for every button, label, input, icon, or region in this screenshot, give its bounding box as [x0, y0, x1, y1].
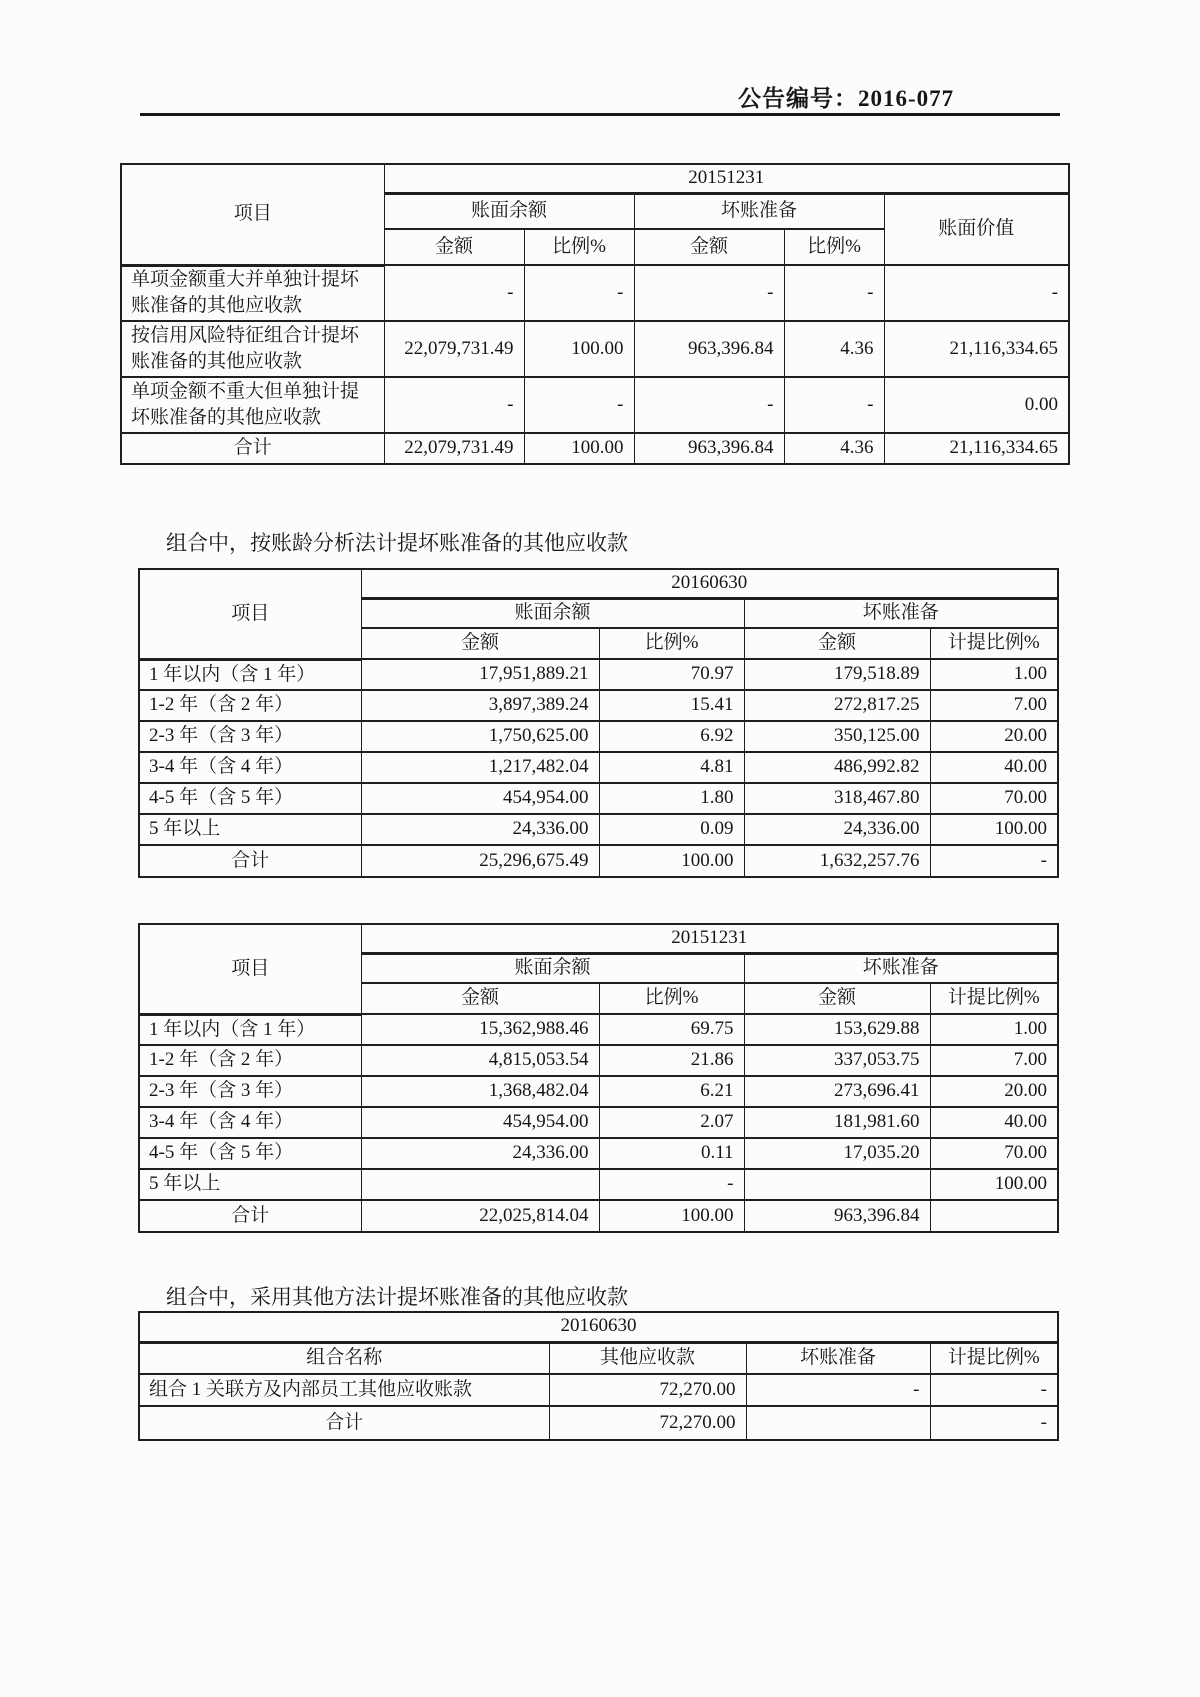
header-amount: 金额 [634, 229, 784, 265]
cell-item: 4-5 年（含 5 年） [139, 783, 361, 814]
cell-provision-ratio: 20.00 [930, 721, 1058, 752]
cell-ratio: 21.86 [599, 1045, 744, 1076]
header-ratio: 比例% [784, 229, 884, 265]
cell-ratio: 6.21 [599, 1076, 744, 1107]
cell-ratio: 100.00 [599, 1200, 744, 1232]
header-ratio: 比例% [524, 229, 634, 265]
cell-item: 5 年以上 [139, 814, 361, 845]
cell-amount: - [384, 265, 524, 321]
table-row [139, 752, 1058, 783]
cell-amount: 1,368,482.04 [361, 1076, 599, 1107]
cell-book-value: - [884, 265, 1069, 321]
cell-provision-ratio: 100.00 [930, 1169, 1058, 1200]
header-ratio: 比例% [599, 983, 744, 1014]
cell-amount [744, 1169, 930, 1200]
cell-ratio: 6.92 [599, 721, 744, 752]
cell-ratio: 4.36 [784, 433, 884, 464]
cell-provision-ratio: - [930, 845, 1058, 877]
cell-amount: 17,951,889.21 [361, 659, 599, 690]
header-item: 项目 [139, 569, 361, 659]
aging-method-heading: 组合中，按账龄分析法计提坏账准备的其他应收款 [166, 531, 628, 555]
cell-receivable: 72,270.00 [549, 1374, 746, 1406]
cell-amount: - [634, 377, 784, 433]
cell-amount: 963,396.84 [744, 1200, 930, 1232]
header-balance: 账面余额 [361, 953, 744, 983]
table-row [139, 1374, 1058, 1406]
header-date: 20151231 [361, 924, 1058, 953]
cell-ratio: 1.80 [599, 783, 744, 814]
cell-amount: 24,336.00 [744, 814, 930, 845]
cell-amount: 24,336.00 [361, 814, 599, 845]
header-date: 20160630 [139, 1312, 1058, 1342]
header-amount: 金额 [361, 983, 599, 1014]
cell-amount: 24,336.00 [361, 1138, 599, 1169]
cell-amount: 3,897,389.24 [361, 690, 599, 721]
table-row [139, 690, 1058, 721]
header-bad-debt: 坏账准备 [744, 953, 1058, 983]
cell-item: 5 年以上 [139, 1169, 361, 1200]
cell-amount: 318,467.80 [744, 783, 930, 814]
cell-provision-ratio: 40.00 [930, 1107, 1058, 1138]
cell-provision-ratio: 7.00 [930, 690, 1058, 721]
cell-ratio: - [599, 1169, 744, 1200]
header-book-value: 账面价值 [884, 193, 1069, 265]
table-row [139, 1076, 1058, 1107]
table-row [139, 1138, 1058, 1169]
cell-amount: 22,025,814.04 [361, 1200, 599, 1232]
table-row-total [139, 1200, 1058, 1232]
header-amount: 金额 [361, 628, 599, 659]
cell-provision-ratio: 7.00 [930, 1045, 1058, 1076]
cell-amount: 181,981.60 [744, 1107, 930, 1138]
header-item: 项目 [121, 164, 384, 265]
bad-debt-classification-table [120, 163, 1070, 465]
table-row [139, 569, 1058, 598]
cell-amount: 337,053.75 [744, 1045, 930, 1076]
cell-amount: 454,954.00 [361, 783, 599, 814]
cell-item: 合计 [139, 1200, 361, 1232]
table-row [139, 924, 1058, 953]
cell-amount: 22,079,731.49 [384, 433, 524, 464]
table-row [139, 1014, 1058, 1045]
header-bad-debt: 坏账准备 [634, 193, 884, 229]
cell-ratio: 100.00 [599, 845, 744, 877]
cell-bad-debt [746, 1406, 930, 1440]
cell-ratio: 4.36 [784, 321, 884, 377]
cell-item: 合计 [121, 433, 384, 464]
cell-amount: 25,296,675.49 [361, 845, 599, 877]
cell-ratio: 4.81 [599, 752, 744, 783]
cell-book-value: 21,116,334.65 [884, 433, 1069, 464]
cell-provision-ratio: 70.00 [930, 783, 1058, 814]
cell-ratio: 70.97 [599, 659, 744, 690]
table-row [121, 164, 1069, 193]
table-row [139, 1045, 1058, 1076]
cell-ratio: - [784, 265, 884, 321]
table-row [139, 783, 1058, 814]
cell-amount: 486,992.82 [744, 752, 930, 783]
table-row [139, 721, 1058, 752]
cell-name: 组合 1 关联方及内部员工其他应收账款 [139, 1374, 549, 1406]
cell-item: 合计 [139, 845, 361, 877]
cell-amount: 179,518.89 [744, 659, 930, 690]
cell-book-value: 0.00 [884, 377, 1069, 433]
cell-name: 合计 [139, 1406, 549, 1440]
aging-table-20160630 [138, 568, 1059, 878]
cell-provision-ratio [930, 1200, 1058, 1232]
cell-provision-ratio: 40.00 [930, 752, 1058, 783]
cell-amount: 963,396.84 [634, 433, 784, 464]
table-row [121, 377, 1069, 433]
cell-ratio: 69.75 [599, 1014, 744, 1045]
cell-amount: 273,696.41 [744, 1076, 930, 1107]
doc-number: 公告编号：2016-077 [738, 86, 955, 111]
header-group-name: 组合名称 [139, 1342, 549, 1374]
cell-provision-ratio: 100.00 [930, 814, 1058, 845]
header-other-receivables: 其他应收款 [549, 1342, 746, 1374]
header-provision-ratio: 计提比例% [930, 983, 1058, 1014]
table-row [121, 321, 1069, 377]
cell-receivable: 72,270.00 [549, 1406, 746, 1440]
cell-item: 2-3 年（含 3 年） [139, 721, 361, 752]
header-ratio: 比例% [599, 628, 744, 659]
cell-item: 单项金额重大并单独计提坏账准备的其他应收款 [121, 265, 384, 321]
cell-amount: 1,750,625.00 [361, 721, 599, 752]
header-provision-ratio: 计提比例% [930, 628, 1058, 659]
header-provision-ratio: 计提比例% [930, 1342, 1058, 1374]
header-amount: 金额 [744, 983, 930, 1014]
cell-amount: - [634, 265, 784, 321]
cell-provision-ratio: - [930, 1374, 1058, 1406]
cell-ratio: 15.41 [599, 690, 744, 721]
cell-amount: 153,629.88 [744, 1014, 930, 1045]
table-row-total [139, 845, 1058, 877]
cell-ratio: 0.11 [599, 1138, 744, 1169]
cell-provision-ratio: - [930, 1406, 1058, 1440]
aging-table-20151231 [138, 923, 1059, 1233]
header-amount: 金额 [744, 628, 930, 659]
cell-item: 1-2 年（含 2 年） [139, 1045, 361, 1076]
cell-ratio: - [524, 377, 634, 433]
cell-amount: 22,079,731.49 [384, 321, 524, 377]
other-method-table [138, 1311, 1059, 1441]
cell-item: 1 年以内（含 1 年） [139, 659, 361, 690]
cell-item: 3-4 年（含 4 年） [139, 752, 361, 783]
cell-amount: 350,125.00 [744, 721, 930, 752]
header-date: 20151231 [384, 164, 1069, 193]
cell-ratio: 0.09 [599, 814, 744, 845]
cell-item: 1-2 年（含 2 年） [139, 690, 361, 721]
cell-ratio: 2.07 [599, 1107, 744, 1138]
cell-item: 按信用风险特征组合计提坏账准备的其他应收款 [121, 321, 384, 377]
table-row [139, 1169, 1058, 1200]
table-row-total [121, 433, 1069, 464]
table-row-total [139, 1406, 1058, 1440]
cell-provision-ratio: 20.00 [930, 1076, 1058, 1107]
cell-provision-ratio: 1.00 [930, 1014, 1058, 1045]
cell-amount: 272,817.25 [744, 690, 930, 721]
other-method-heading: 组合中，采用其他方法计提坏账准备的其他应收款 [166, 1285, 628, 1309]
header-bad-debt: 坏账准备 [746, 1342, 930, 1374]
cell-ratio: 100.00 [524, 433, 634, 464]
header-balance: 账面余额 [384, 193, 634, 229]
cell-ratio: 100.00 [524, 321, 634, 377]
cell-amount: 963,396.84 [634, 321, 784, 377]
cell-item: 4-5 年（含 5 年） [139, 1138, 361, 1169]
header-rule [140, 113, 1060, 116]
cell-ratio: - [524, 265, 634, 321]
cell-amount: 1,632,257.76 [744, 845, 930, 877]
cell-amount: 1,217,482.04 [361, 752, 599, 783]
header-item: 项目 [139, 924, 361, 1014]
header-balance: 账面余额 [361, 598, 744, 628]
cell-bad-debt: - [746, 1374, 930, 1406]
cell-book-value: 21,116,334.65 [884, 321, 1069, 377]
cell-item: 3-4 年（含 4 年） [139, 1107, 361, 1138]
table-row [139, 1342, 1058, 1374]
header-date: 20160630 [361, 569, 1058, 598]
cell-amount: - [384, 377, 524, 433]
table-row [139, 659, 1058, 690]
cell-amount [361, 1169, 599, 1200]
table-row [139, 1312, 1058, 1342]
cell-item: 单项金额不重大但单独计提坏账准备的其他应收款 [121, 377, 384, 433]
table-row [139, 814, 1058, 845]
cell-amount: 4,815,053.54 [361, 1045, 599, 1076]
header-bad-debt: 坏账准备 [744, 598, 1058, 628]
cell-provision-ratio: 70.00 [930, 1138, 1058, 1169]
cell-amount: 454,954.00 [361, 1107, 599, 1138]
cell-provision-ratio: 1.00 [930, 659, 1058, 690]
cell-item: 2-3 年（含 3 年） [139, 1076, 361, 1107]
table-row [139, 1107, 1058, 1138]
header-amount: 金额 [384, 229, 524, 265]
table-row [121, 265, 1069, 321]
cell-amount: 15,362,988.46 [361, 1014, 599, 1045]
cell-item: 1 年以内（含 1 年） [139, 1014, 361, 1045]
cell-amount: 17,035.20 [744, 1138, 930, 1169]
cell-ratio: - [784, 377, 884, 433]
